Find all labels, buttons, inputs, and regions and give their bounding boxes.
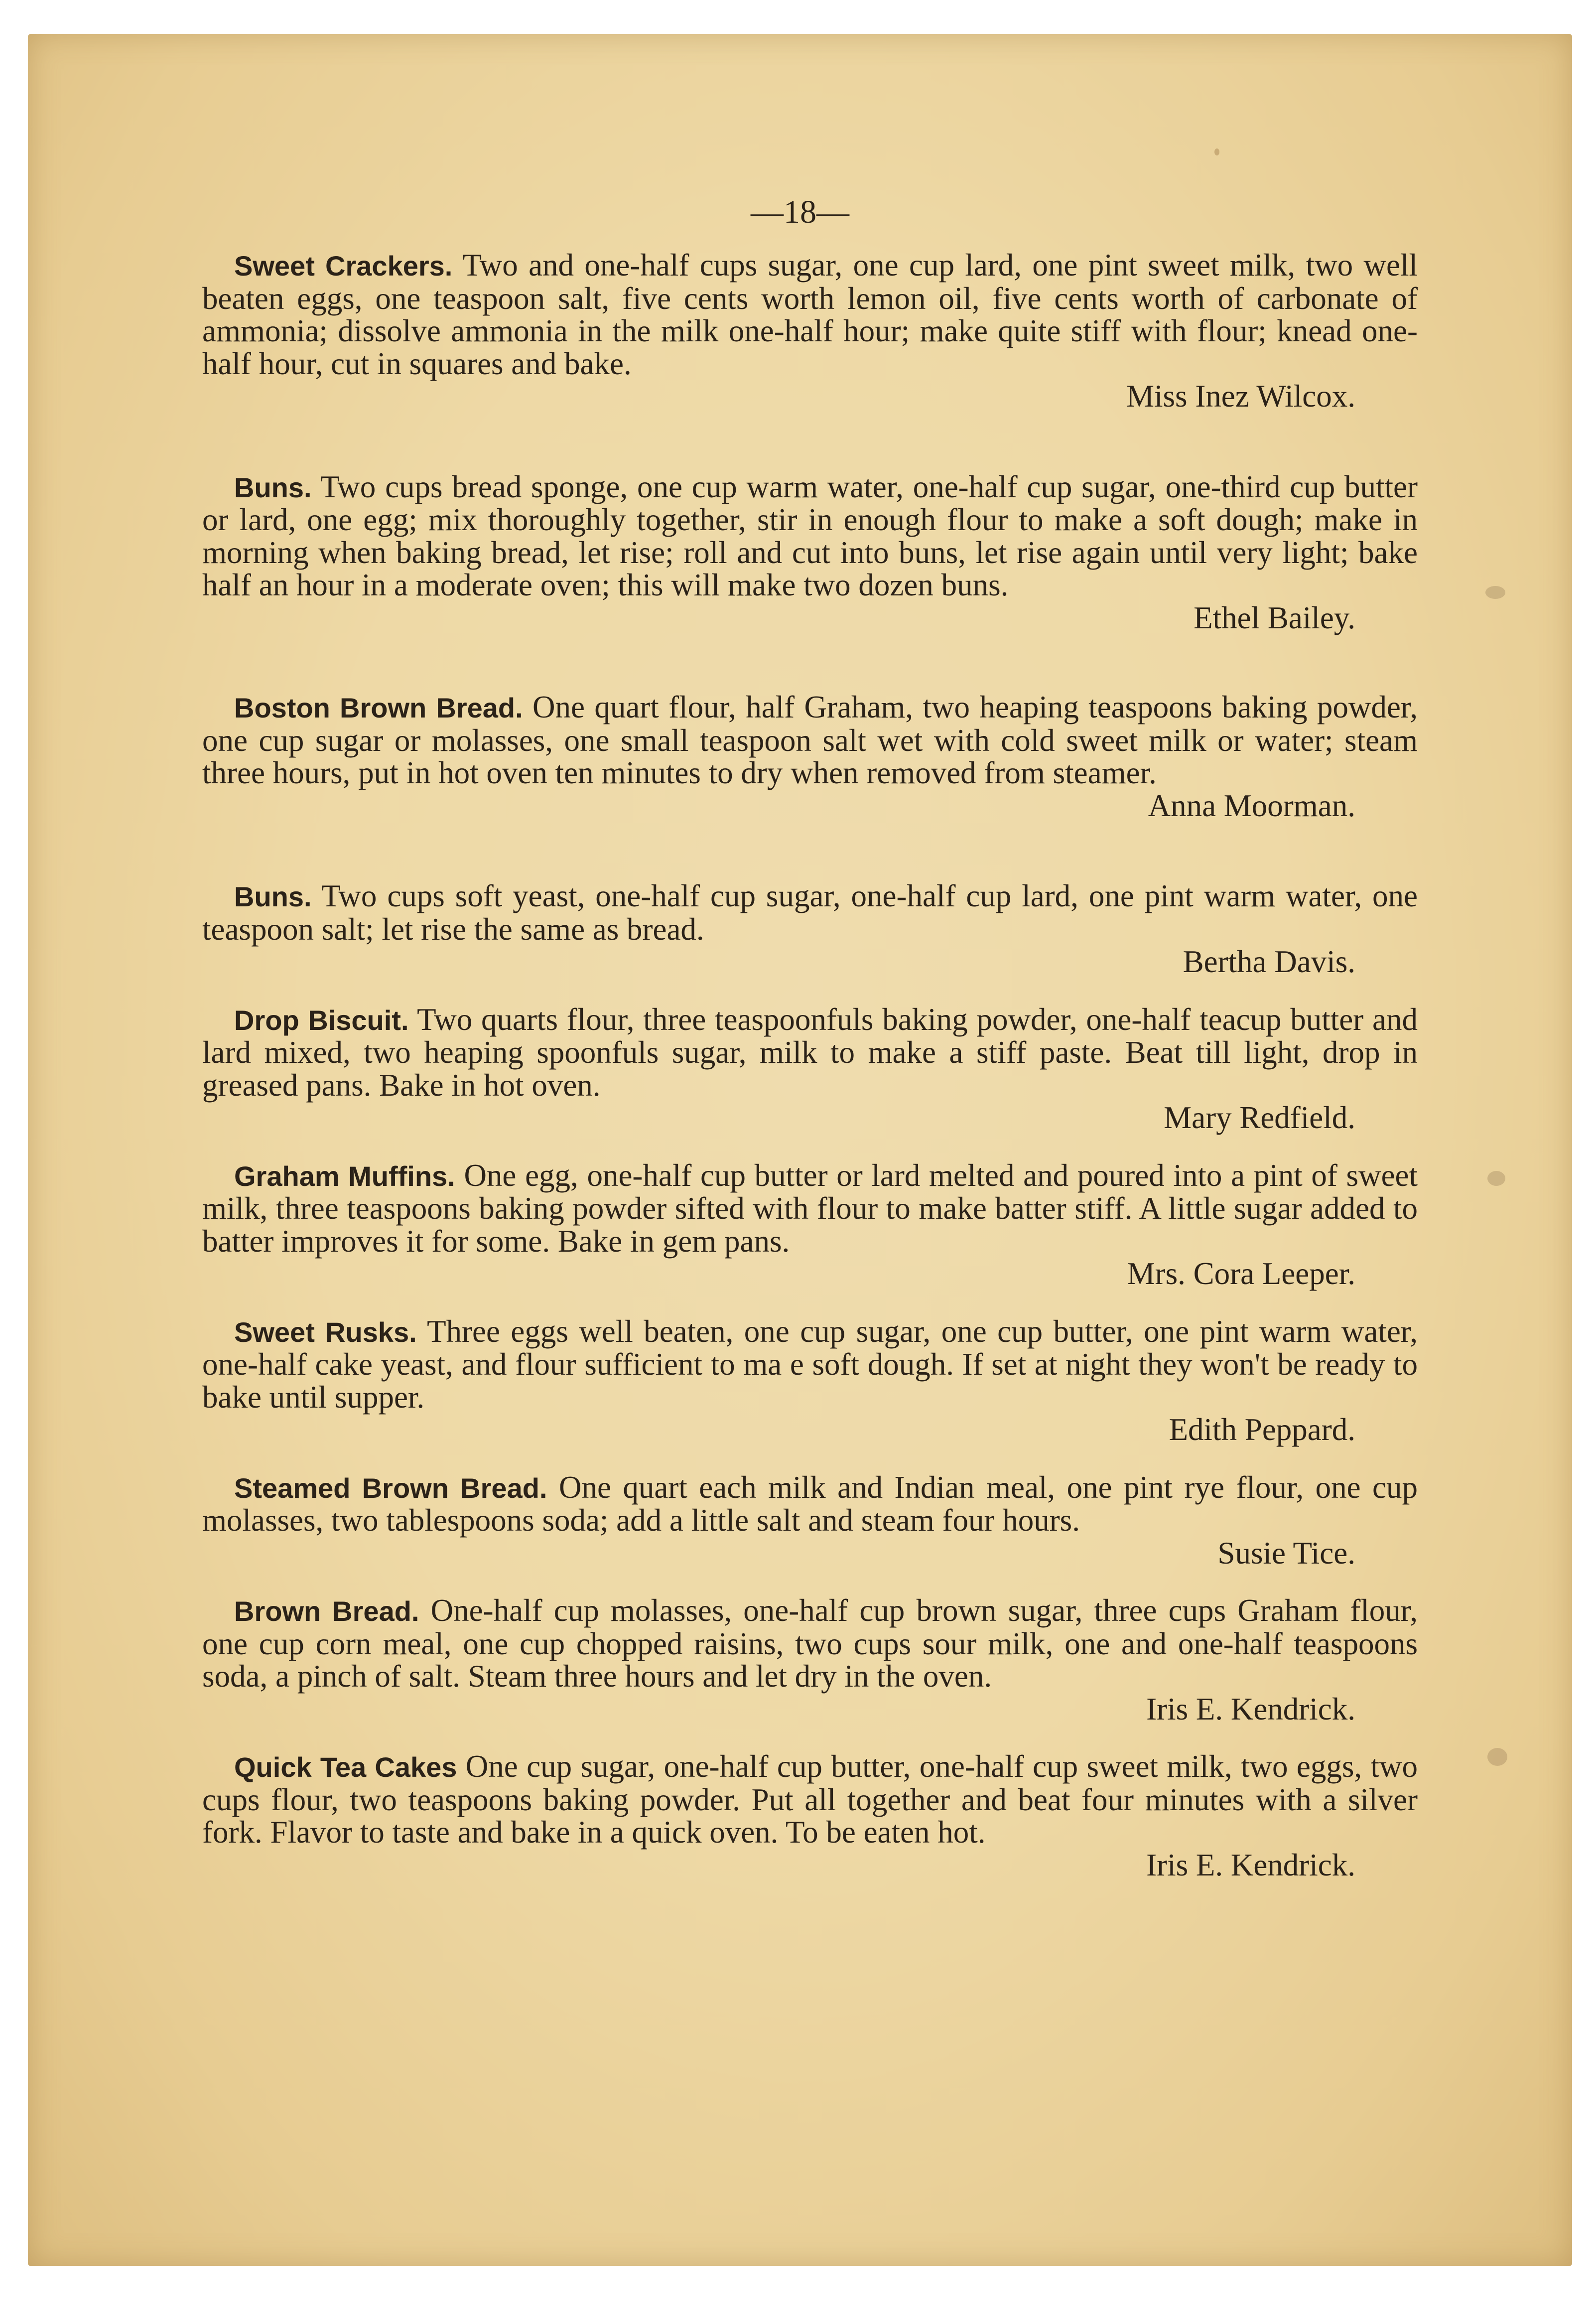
book-page: [28, 34, 1572, 2266]
page-tear-mark: [1487, 1171, 1505, 1186]
recipe-author: Susie Tice.: [1217, 1535, 1355, 1571]
recipe-title: Boston Brown Bread.: [234, 692, 523, 723]
recipe-body: One-half cup molasses, one-half cup brown sugar, three cups Graham flour, one cup corn meal, one cup chopped raisins, two cups sour milk, one and one-half teaspoons soda, a pinch of salt. Steam three hours and let dry in the oven.: [202, 1593, 1418, 1694]
recipe-body: One quart each milk and Indian meal, one pint rye flour, one cup molasses, two tablespoons soda; add a little salt and steam four hours.: [202, 1469, 1418, 1538]
page-tear-mark: [1485, 586, 1505, 599]
recipe-body: One egg, one-half cup butter or lard melted and poured into a pint of sweet milk, three teaspoons baking powder sifted with flour to make batter stiff. A little sugar added to batter improves it for some. Bake in gem pans.: [202, 1157, 1418, 1259]
recipe-title: Sweet Crackers.: [234, 250, 453, 282]
recipe-author: Iris E. Kendrick.: [1146, 1847, 1355, 1882]
recipe-entry: [202, 1315, 1418, 1446]
recipe-body: Three eggs well beaten, one cup sugar, one cup butter, one pint warm water, one-half cake yeast, and flour sufficient to ma e soft dough. If set at night they won't be ready to bake until supper.: [202, 1313, 1418, 1415]
recipe-list: [202, 249, 1418, 1881]
recipe-body: Two and one-half cups sugar, one cup lard, one pint sweet milk, two well beaten eggs, one teaspoon salt, five cents worth lemon oil, five cents worth of carbonate of ammonia; dissolve ammonia in the milk one-half hour; make quite stiff with flour; knead one-half hour, cut in squares and bake.: [202, 248, 1418, 381]
recipe-entry: [202, 1159, 1418, 1291]
page-tear-mark: [1487, 1748, 1507, 1766]
recipe-entry: [202, 1594, 1418, 1726]
recipe-author: Iris E. Kendrick.: [1146, 1691, 1355, 1727]
recipe-entry: [202, 471, 1418, 635]
recipe-body: One cup sugar, one-half cup butter, one-half cup sweet milk, two eggs, two cups flour, two teaspoons baking powder. Put all together and beat four minutes with a silver fork. Flavor to taste and bake in a quick oven. To be eaten hot.: [202, 1749, 1418, 1850]
recipe-author: Mrs. Cora Leeper.: [1127, 1256, 1355, 1291]
recipe-author: Mary Redfield.: [1164, 1100, 1355, 1135]
recipe-title: Steamed Brown Bread.: [234, 1472, 547, 1504]
ink-spot: [1214, 148, 1219, 155]
recipe-entry: [202, 880, 1418, 979]
recipe-title: Quick Tea Cakes: [234, 1751, 457, 1783]
recipe-author: Edith Peppard.: [1169, 1412, 1355, 1447]
recipe-entry: [202, 249, 1418, 413]
recipe-entry: [202, 1750, 1418, 1881]
recipe-entry: [202, 1471, 1418, 1570]
recipe-entry: [202, 691, 1418, 822]
recipe-author: Ethel Bailey.: [1194, 600, 1355, 635]
recipe-title: Buns.: [234, 881, 312, 912]
recipe-body: One quart flour, half Graham, two heaping teaspoons baking powder, one cup sugar or molasses, one small teaspoon salt wet with cold sweet milk or water; steam three hours, put in hot oven ten minutes to dry when removed from steamer.: [202, 690, 1418, 790]
recipe-title: Drop Biscuit.: [234, 1004, 409, 1036]
recipe-author: Bertha Davis.: [1183, 944, 1355, 979]
recipe-title: Brown Bread.: [234, 1595, 419, 1627]
recipe-author: Miss Inez Wilcox.: [1126, 379, 1355, 414]
recipe-title: Buns.: [234, 471, 312, 503]
recipe-body: Two quarts flour, three teaspoonfuls baking powder, one-half teacup butter and lard mixed, two heaping spoonfuls sugar, milk to make a stiff paste. Beat till light, drop in greased pans. Bake in hot oven.: [202, 1002, 1418, 1103]
recipe-entry: [202, 1004, 1418, 1135]
recipe-title: Sweet Rusks.: [234, 1316, 417, 1348]
recipe-title: Graham Muffins.: [234, 1160, 455, 1192]
recipe-body: Two cups soft yeast, one-half cup sugar, one-half cup lard, one pint warm water, one teaspoon salt; let rise the same as bread.: [202, 878, 1418, 947]
recipe-author: Anna Moorman.: [1148, 788, 1355, 823]
recipe-body: Two cups bread sponge, one cup warm water, one-half cup sugar, one-third cup butter or lard, one egg; mix thoroughly together, stir in enough flour to make a soft dough; make in morning when baking bread, let rise; roll and cut into buns, let rise again until very light; bake half an hour in a moderate oven; this will make two dozen buns.: [202, 469, 1418, 602]
page-number: —18—: [751, 194, 849, 230]
